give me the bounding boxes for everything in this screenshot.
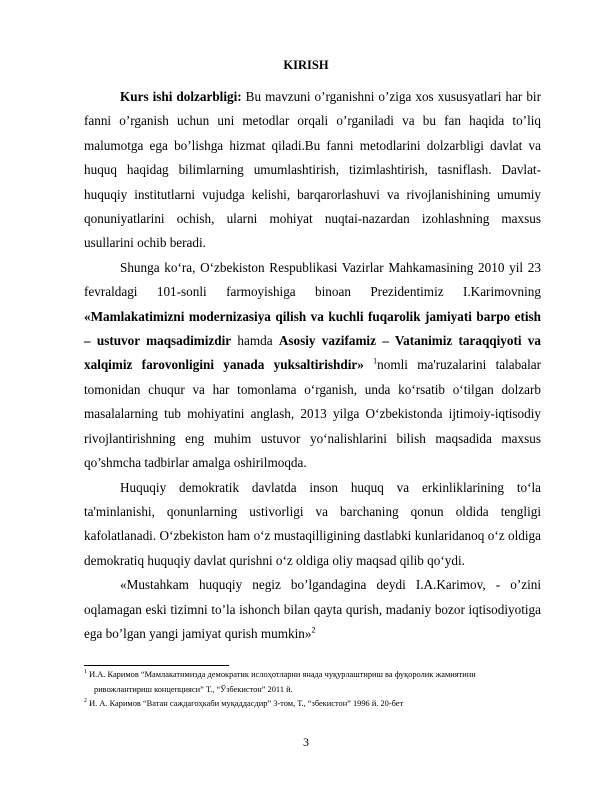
rights-text: Huquqiy demokratik davlatda inson huquq va erkinliklarining to‘la ta'minlanishi, qonunlarning ustivorligi va barchaning qonun oldida tengligi kafolatlanadi. O‘zbekiston ham o‘z mustaqilligining dastlabki kunlaridanoq o‘z oldiga demokratiq huquqiy davlat qurishni o‘z oldiga oliy maqsad qilib qo‘ydi. (84, 479, 541, 568)
quote-text: «Mustahkam huquqiy negiz bo’lgandagina deydi I.A.Karimov, - o’zini oqlamagan eski tizimni to’la ishonch bilan qayta qurish, madaniy bozor iqtisodiyotiga ega bo’lgan yangi jamiyat qurish mumkin» (84, 577, 541, 641)
footnote-2 (84, 697, 541, 712)
relevance-text: Bu mavzuni o’rganishni o’ziga xos xususyatlari har bir fanni o’rganish uchun uni metodlar orqali o’rganiladi va bu fan haqida to’liq malumotga ega bo’lishga hizmat qiladi.Bu fanni metodlarini dolzarbligi davlat va huquq haqidag bilimlarning umumlashtirish, tizimlashtirish, tasniflash. Davlat-huquqiy institutlarni vujudga kelishi, barqarorlashuvi va rivojlanishining umumiy qonuniyatlarini ochish, ularni mohiyat nuqtai-nazardan izohlashning maxsus usullarini ochib beradi. (84, 89, 541, 251)
paragraph-relevance (84, 85, 541, 256)
decree-text-mid: hamda (231, 333, 279, 349)
relevance-label: Kurs ishi dolzarbligi: (120, 89, 242, 104)
decree-quote-1: «Mamlakatimizni modernizasiya qilish va kuchli fuqarolik jamiyati barpo etish – ustuvor maqsadimizdir (84, 308, 541, 349)
paragraph-rights (84, 476, 541, 574)
footnotes (84, 668, 541, 712)
footnote-divider (84, 665, 229, 666)
footnote-1-line2: ривожлантириш концепцияси” Т., “Ўзбекистон” 2011 й. (94, 684, 293, 694)
page-title: KIRISH (283, 58, 329, 72)
decree-quote-2: Asosiy vazifamiz – Vatanimiz taraqqiyoti va xalqimiz farovonligini yanada yuksaltirishdir» (84, 333, 541, 373)
footnote-2-number: 2 (84, 698, 87, 705)
footnote-1-line1: И.А. Каримов “Мамлакатимизда демократик ислоҳотларни янада чуқурлаштириш ва фуқоролик жамиятини (87, 670, 476, 679)
paragraph-decree (84, 256, 541, 476)
decree-text-end: nomli ma'ruzalarini talabalar tomonidan chuqur va har tomonlama o‘rganish, unda ko‘rsatib o‘tilgan dolzarb masalalarning tub mohiyatini anglash, 2013 yilga O‘zbekistonda ijtimoiy-iqtisodiy rivojlantirishning eng muhim ustuvor yo‘nalishlarini bilish maqsadida maxsus qo’shmcha tadbirlar amalga oshirilmoqda. (84, 357, 541, 471)
decree-text-start: Shunga ko‘ra, O‘zbekiston Respublikasi Vazirlar Mahkamasining 2010 yil 23 fevraldagi 101-sonli farmoyishiga binoan Prezidentimiz I.Karimovning (84, 259, 541, 300)
page-number: 3 (303, 735, 309, 749)
body-text (84, 85, 541, 646)
footnote-ref-2[interactable]: 2 (311, 625, 316, 635)
paragraph-quote (84, 573, 541, 646)
footnote-2-text: И. А. Каримов “Ватан саждагоҳкаби муқаддасдир” 3-том, Т., “збекистон” 1996 й. 20-бет (87, 699, 404, 708)
footnote-ref-1[interactable]: 1 (373, 357, 378, 367)
footnote-1-number: 1 (84, 669, 87, 676)
footnote-1 (84, 668, 541, 697)
